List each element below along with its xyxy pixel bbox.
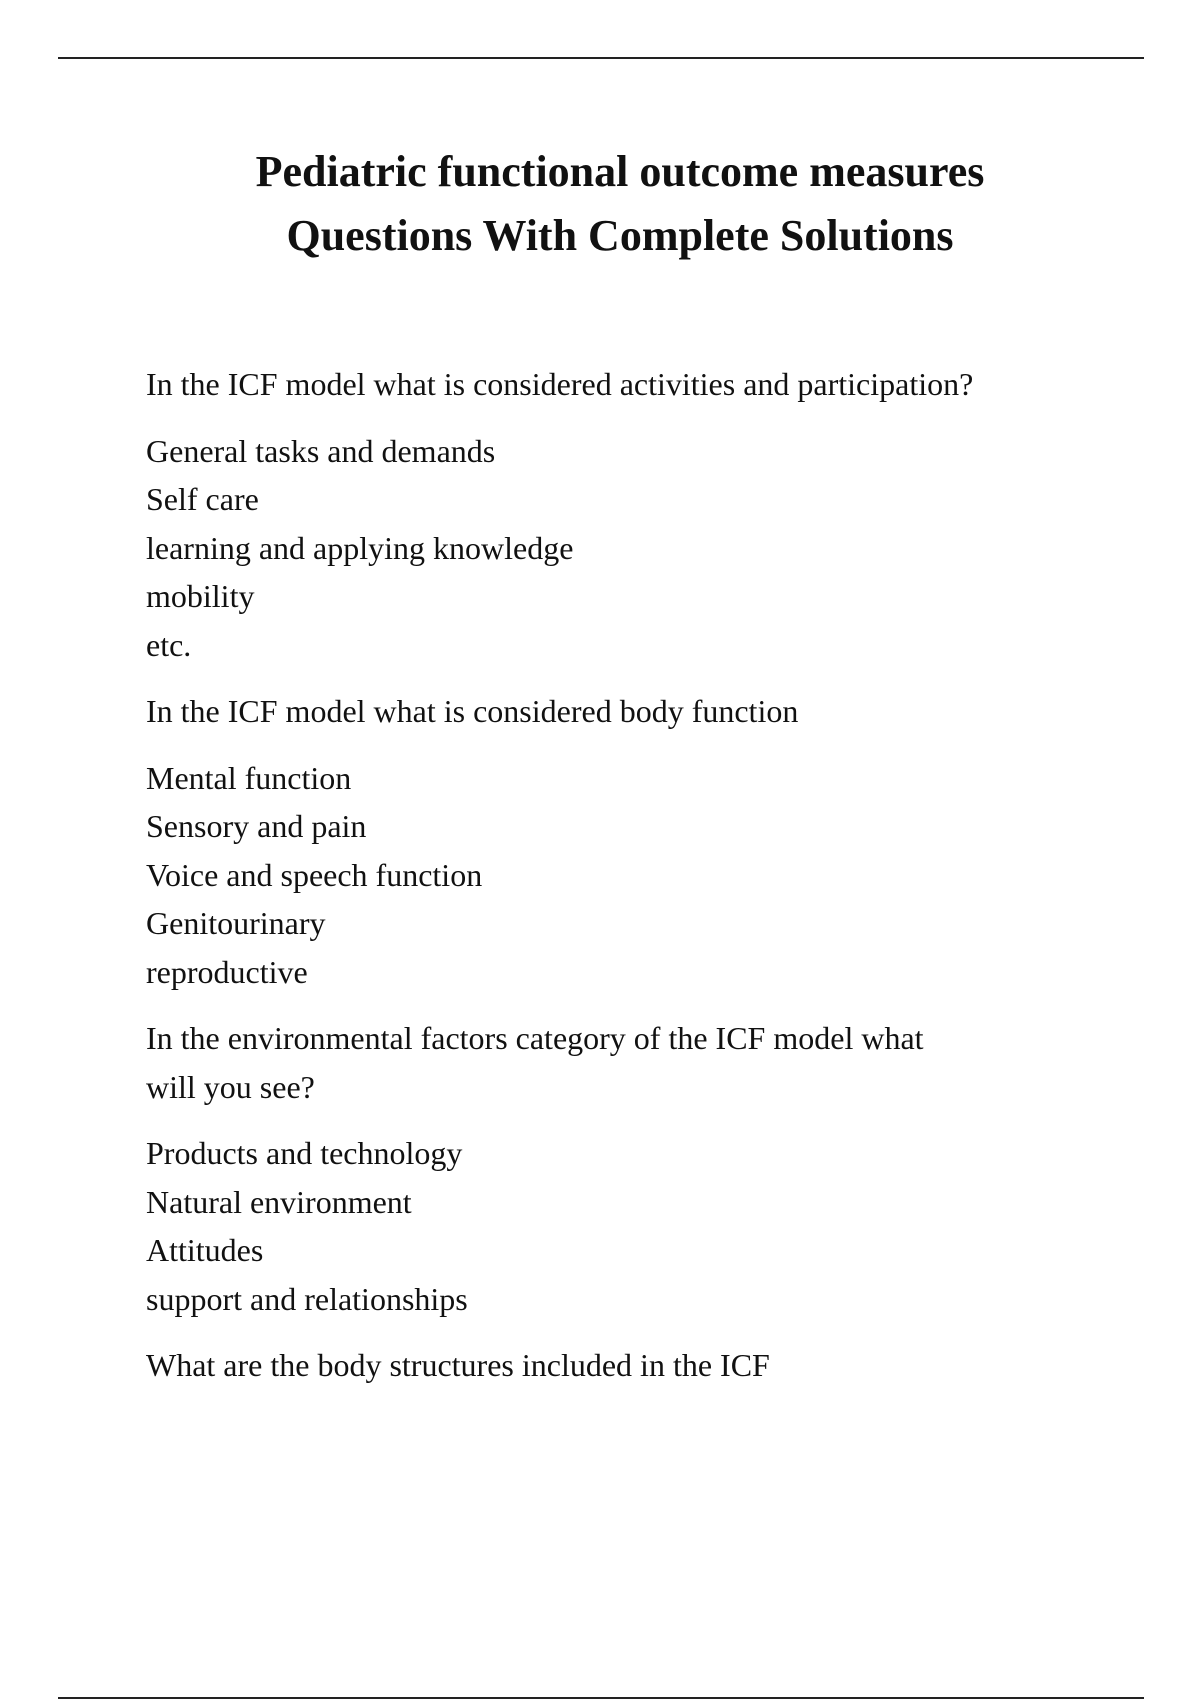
question-line: In the ICF model what is considered body function <box>146 693 799 729</box>
answer-line: Sensory and pain <box>146 808 367 844</box>
answer-line: Mental function <box>146 759 352 796</box>
title-line-2: Questions With Complete Solutions <box>286 211 954 260</box>
question <box>146 1014 1146 1111</box>
question-line: In the environmental factors category of the ICF model what <box>146 1020 924 1056</box>
answer-line: Voice and speech function <box>146 856 483 893</box>
answer-line: General tasks and demands <box>146 432 496 469</box>
answer-line: reproductive <box>146 953 308 990</box>
answer-line: Genitourinary <box>146 905 326 941</box>
answer-line: mobility <box>146 578 255 614</box>
top-rule <box>58 57 1144 59</box>
answer-line: support and relationships <box>146 1280 468 1317</box>
question <box>146 687 1146 736</box>
answer-line: Products and technology <box>146 1135 463 1171</box>
answer-line: Attitudes <box>146 1232 264 1268</box>
answer-line: learning and applying knowledge <box>146 529 574 566</box>
question-line: In the ICF model what is considered activities and participation? <box>146 366 974 402</box>
question <box>146 360 1146 409</box>
question-line: What are the body structures included in the ICF <box>146 1347 770 1383</box>
qa-item <box>146 360 1146 669</box>
answer-line: Self care <box>146 481 259 517</box>
answer-line: etc. <box>146 626 192 663</box>
answer <box>146 1129 1146 1323</box>
answer <box>146 427 1146 670</box>
answer-line: Natural environment <box>146 1183 412 1220</box>
document-body <box>146 360 1146 1408</box>
title-line-1: Pediatric functional outcome measures <box>255 147 985 196</box>
answer <box>146 754 1146 997</box>
bottom-rule <box>58 1697 1144 1699</box>
document-title <box>0 140 1200 268</box>
qa-item <box>146 1014 1146 1323</box>
question-line: will you see? <box>146 1068 315 1105</box>
qa-item <box>146 687 1146 996</box>
question <box>146 1341 1146 1390</box>
qa-item <box>146 1341 1146 1390</box>
